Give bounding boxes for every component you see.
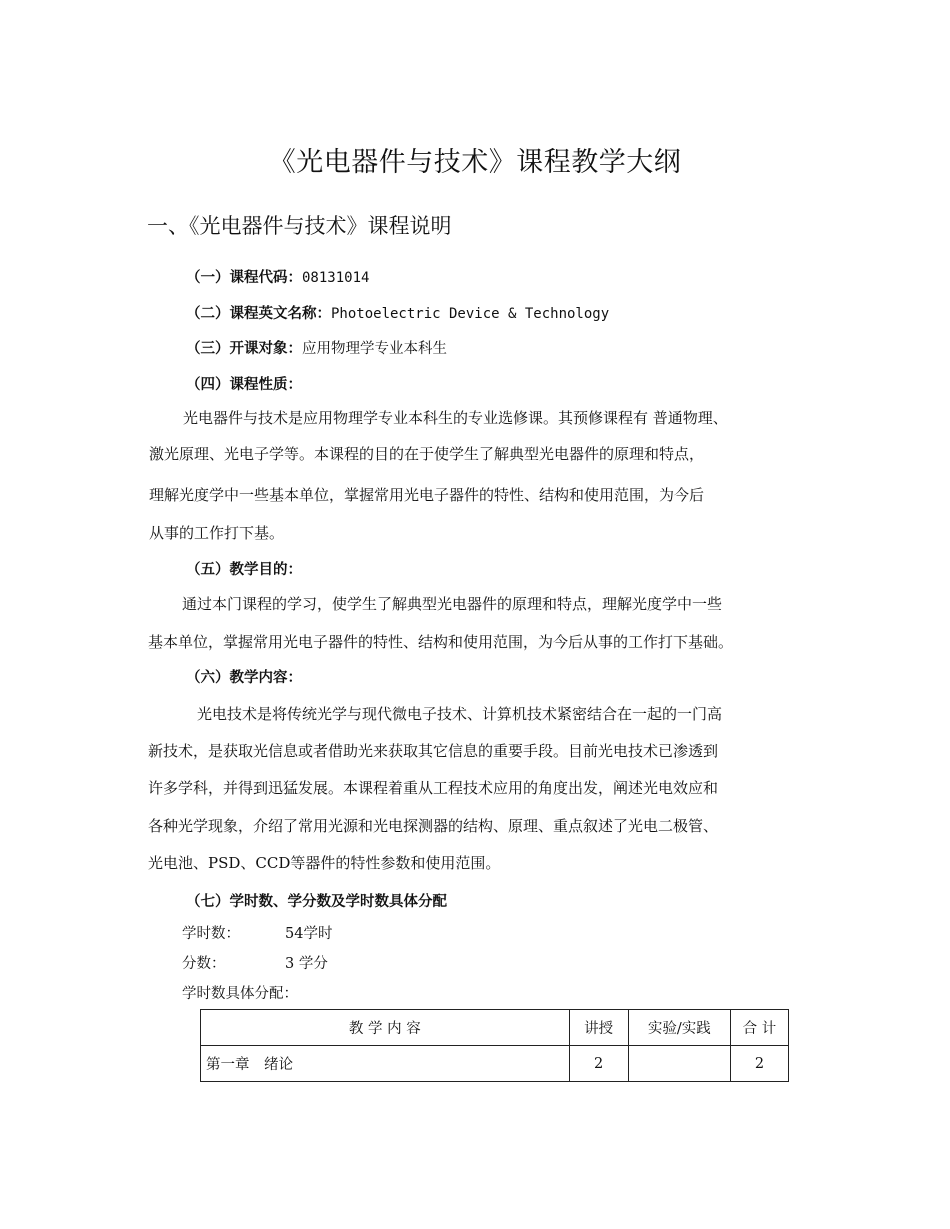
hours-count-value: 54学时 — [285, 926, 333, 942]
field-teaching-content-label: （六）教学内容： — [186, 670, 302, 686]
field-course-code — [186, 266, 369, 287]
table-header-row — [201, 1010, 789, 1046]
field-course-code-label: （一）课程代码： — [186, 270, 302, 286]
section-heading-course-description: 一、《光电器件与技术》课程说明 — [147, 214, 452, 238]
credits-key: 分数： — [182, 956, 226, 972]
distribution-row — [182, 982, 298, 1003]
nature-paragraph-line: 理解光度学中一些基本单位，掌握常用光电子器件的特性、结构和使用范围，为今后 — [149, 486, 705, 504]
content-paragraph-line: 光电技术是将传统光学与现代微电子技术、计算机技术紧密结合在一起的一门高 — [197, 705, 723, 723]
document-title: 《光电器件与技术》课程教学大纲 — [268, 147, 682, 178]
field-course-nature-label: （四）课程性质： — [186, 377, 302, 393]
content-paragraph-line: 各种光学现象，介绍了常用光源和光电探测器的结构、原理、重点叙述了光电二极管、 — [148, 817, 719, 835]
field-course-nature — [186, 373, 302, 394]
field-teaching-content — [186, 666, 302, 687]
nature-paragraph-line: 光电器件与技术是应用物理学专业本科生的专业选修课。其预修课程有 普通物理、 — [183, 409, 728, 427]
cell-lecture-hours: 2 — [569, 1046, 628, 1082]
credits-value: 3 学分 — [285, 956, 328, 972]
table-row — [201, 1046, 789, 1082]
field-hours-credits-label: （七）学时数、学分数及学时数具体分配 — [186, 894, 447, 910]
field-audience — [186, 337, 447, 358]
content-paragraph-line: 许多学科，并得到迅猛发展。本课程着重从工程技术应用的角度出发，阐述光电效应和 — [148, 779, 719, 797]
distribution-key: 学时数具体分配： — [182, 986, 298, 1002]
cell-chapter: 第一章 绪论 — [201, 1046, 570, 1082]
credits-row — [182, 952, 328, 973]
cell-total-hours: 2 — [730, 1046, 788, 1082]
field-hours-credits — [186, 890, 447, 911]
purpose-paragraph-line: 通过本门课程的学习，使学生了解典型光电器件的原理和特点，理解光度学中一些 — [182, 595, 723, 613]
field-english-name — [186, 302, 609, 323]
nature-paragraph-line: 激光原理、光电子学等。本课程的目的在于使学生了解典型光电器件的原理和特点， — [149, 445, 705, 463]
field-english-name-label: （二）课程英文名称： — [186, 306, 331, 322]
header-teaching-content: 教 学 内 容 — [201, 1010, 570, 1046]
header-lab-practice: 实验/实践 — [628, 1010, 730, 1046]
field-audience-value: 应用物理学专业本科生 — [302, 341, 447, 357]
hours-count-key: 学时数： — [182, 926, 240, 942]
field-teaching-purpose — [186, 558, 302, 579]
nature-paragraph-line: 从事的工作打下基。 — [149, 524, 285, 542]
field-course-code-value: 08131014 — [302, 270, 370, 286]
content-paragraph-line: 光电池、PSD、CCD等器件的特性参数和使用范围。 — [148, 854, 501, 872]
cell-lab-hours — [628, 1046, 730, 1082]
content-paragraph-line: 新技术，是获取光信息或者借助光来获取其它信息的重要手段。目前光电技术已渗透到 — [148, 742, 719, 760]
purpose-paragraph-line: 基本单位，掌握常用光电子器件的特性、结构和使用范围，为今后从事的工作打下基础。 — [148, 633, 734, 651]
hours-count-row — [182, 922, 333, 943]
field-teaching-purpose-label: （五）教学目的： — [186, 562, 302, 578]
header-total: 合 计 — [730, 1010, 788, 1046]
field-english-name-value: Photoelectric Device & Technology — [331, 306, 610, 322]
hours-distribution-table — [200, 1009, 789, 1082]
field-audience-label: （三）开课对象： — [186, 341, 302, 357]
header-lecture: 讲授 — [569, 1010, 628, 1046]
